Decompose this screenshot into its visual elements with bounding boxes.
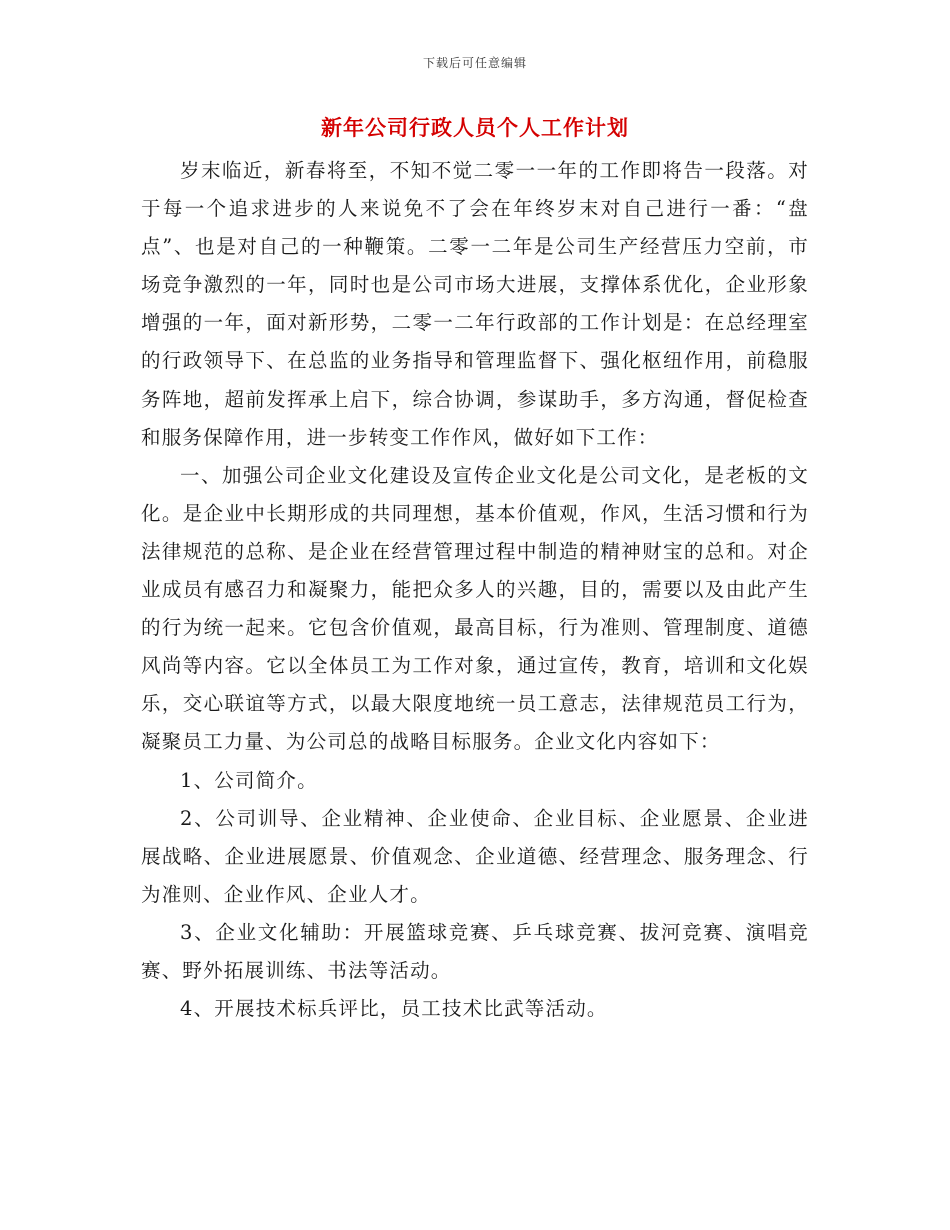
list-item-1: 1、公司简介。 <box>180 768 318 792</box>
document-body <box>141 152 809 1028</box>
paragraph-intro: 岁末临近，新春将至，不知不觉二零一一年的工作即将告一段落。对于每一个追求进步的人来说免不了会在年终岁末对自己进行一番：“盘点”、也是对自己的一种鞭策。二零一二年是公司生产经营压力空前，市场竞争激烈的一年，同时也是公司市场大进展，支撑体系优化，企业形象增强的一年，面对新形势，二零一二年行政部的工作计划是：在总经理室的行政领导下、在总监的业务指导和管理监督下、强化枢纽作用，前稳服务阵地，超前发挥承上启下，综合协调，参谋助手，多方沟通，督促检查和服务保障作用，进一步转变工作作风，做好如下工作： <box>141 159 809 449</box>
document-title: 新年公司行政人员个人工作计划 <box>321 115 629 140</box>
paragraph-culture: 一、加强公司企业文化建设及宣传企业文化是公司文化，是老板的文化。是企业中长期形成的共同理想，基本价值观，作风，生活习惯和行为法律规范的总称、是企业在经营管理过程中制造的精神财宝的总和。对企业成员有感召力和凝聚力，能把众多人的兴趣，目的，需要以及由此产生的行为统一起来。它包含价值观，最高目标，行为准则、管理制度、道德风尚等内容。它以全体员工为工作对象，通过宣传，教育，培训和文化娱乐，交心联谊等方式，以最大限度地统一员工意志，法律规范员工行为，凝聚员工力量、为公司总的战略目标服务。企业文化内容如下： <box>141 463 809 754</box>
header-note: 下载后可任意编辑 <box>422 56 527 70</box>
list-item-2: 2、公司训导、企业精神、企业使命、企业目标、企业愿景、企业进展战略、企业进展愿景、价值观念、企业道德、经营理念、服务理念、行为准则、企业作风、企业人才。 <box>141 806 809 906</box>
list-item-3: 3、企业文化辅助：开展篮球竞赛、乒乓球竞赛、拔河竞赛、演唱竞赛、野外拓展训练、书法等活动。 <box>141 920 809 982</box>
list-item-4: 4、开展技术标兵评比，员工技术比武等活动。 <box>180 997 608 1021</box>
